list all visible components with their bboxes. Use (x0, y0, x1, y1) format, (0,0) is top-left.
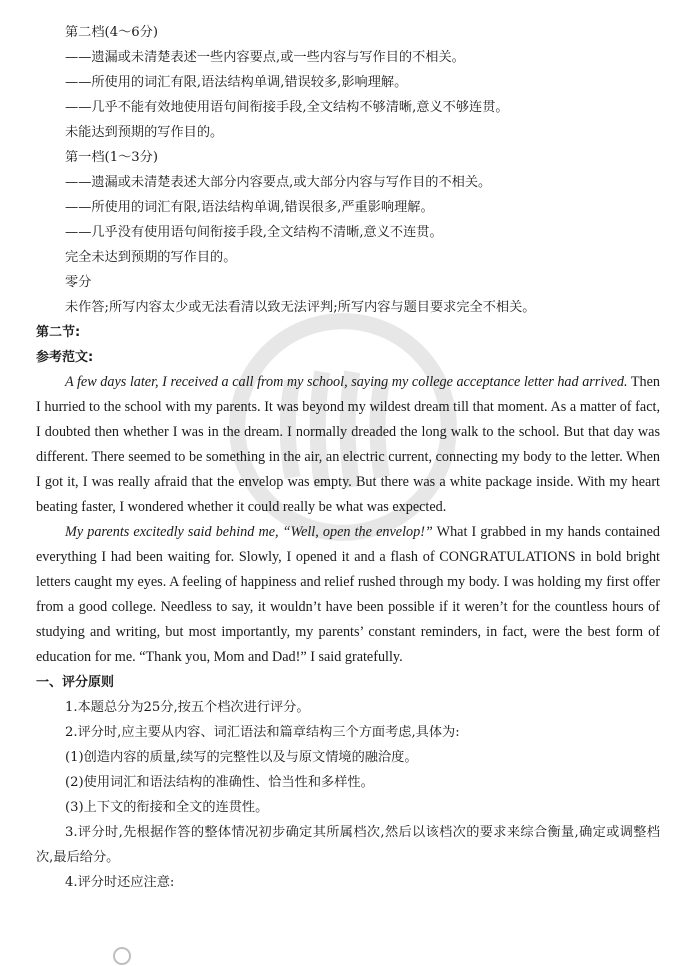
document-content (36, 20, 660, 895)
principles-heading: 一、评分原则 (36, 675, 115, 690)
grade-zero-text: 未作答;所写内容太少或无法看清以致无法评判;所写内容与题目要求完全不相关。 (65, 300, 536, 315)
grade-two-item: ——所使用的词汇有限,语法结构单调,错误较多,影响理解。 (65, 75, 408, 90)
grade-one-item: ——遗漏或未清楚表述大部分内容要点,或大部分内容与写作目的不相关。 (65, 175, 492, 190)
corner-watermark-icon (112, 946, 132, 966)
grade-one-item: ——所使用的词汇有限,语法结构单调,错误很多,严重影响理解。 (65, 200, 434, 215)
principle-item: (2)使用词汇和语法结构的准确性、恰当性和多样性。 (65, 775, 374, 790)
grade-two-title: 第二档(4～6分) (65, 25, 159, 40)
essay-paragraph-1 (36, 370, 660, 520)
essay-p1-body: Then I hurried to the school with my parents. It was beyond my wildest dream till that moment. As a matter of fact, I doubted then whether I was in the dream. I normally dreaded the long walk to the school. But that day was different. There seemed to be something in the air, an electric current, connecting my body to the letter. When I got it, I was really afraid that the envelop was empty. But there was a white package inside. With my heart beating faster, I wondered whether it could really be what was expected. (36, 374, 660, 515)
essay-paragraph-2 (36, 520, 660, 670)
section-two-heading: 第二节: (36, 325, 81, 340)
principle-item: (3)上下文的衔接和全文的连贯性。 (65, 800, 269, 815)
grade-one-item: ——几乎没有使用语句间衔接手段,全文结构不清晰,意义不连贯。 (65, 225, 443, 240)
essay-p2-body: What I grabbed in my hands contained everything I had been waiting for. Slowly, I opened it and a flash of CONGRATULATIONS in bold bright letters caught my eyes. A feeling of happiness and relief rushed through my body. I was holding my first offer from a good college. Needless to say, it wouldn’t have been possible if it weren’t for the countless hours of studying and writing, but most importantly, my parents’ constant reminders, in fact, were the best form of education for me. “Thank you, Mom and Dad!” I said gratefully. (36, 524, 660, 665)
essay-p1-lead: A few days later, I received a call from my school, saying my college acceptance letter had arrived. (65, 374, 628, 390)
principle-item: 1.本题总分为25分,按五个档次进行评分。 (65, 700, 310, 715)
grade-two-item: ——几乎不能有效地使用语句间衔接手段,全文结构不够清晰,意义不够连贯。 (65, 100, 509, 115)
principle-item: (1)创造内容的质量,续写的完整性以及与原文情境的融洽度。 (65, 750, 418, 765)
essay-p2-lead: My parents excitedly said behind me, “Well, open the envelop!” (65, 524, 433, 540)
sample-essay-heading: 参考范文: (36, 350, 94, 365)
grade-zero-title: 零分 (65, 275, 92, 290)
grade-two-conclusion: 未能达到预期的写作目的。 (65, 125, 224, 140)
grade-one-title: 第一档(1～3分) (65, 150, 159, 165)
principle-item-4: 4.评分时还应注意: (65, 875, 175, 890)
grade-one-conclusion: 完全未达到预期的写作目的。 (65, 250, 237, 265)
grade-two-item: ——遗漏或未清楚表述一些内容要点,或一些内容与写作目的不相关。 (65, 50, 465, 65)
principle-item-3: 3.评分时,先根据作答的整体情况初步确定其所属档次,然后以该档次的要求来综合衡量,确定或调整档次,最后给分。 (36, 825, 660, 865)
principle-item: 2.评分时,应主要从内容、词汇语法和篇章结构三个方面考虑,具体为: (65, 725, 460, 740)
